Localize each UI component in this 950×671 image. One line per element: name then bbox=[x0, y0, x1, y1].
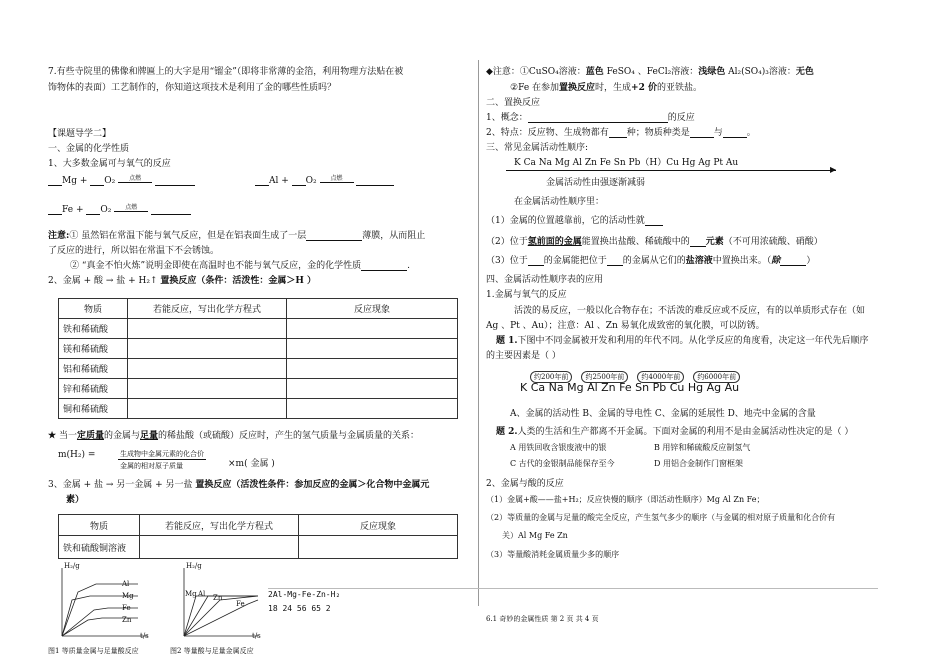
chart1-ylabel: H₂/g bbox=[64, 562, 80, 570]
chart1-caption: 图1 等质量金属与足量酸反应 bbox=[48, 647, 139, 655]
heading-metal-salt-cont: 素） bbox=[66, 495, 85, 505]
era-badge: 约200年前 bbox=[530, 371, 572, 383]
answer-cell[interactable] bbox=[287, 319, 458, 339]
activity-rules-intro: 在金属活动性顺序里： bbox=[514, 197, 605, 207]
chart1-svg bbox=[48, 560, 268, 660]
metal-oxygen-text-cont: Ag 、Pt 、Au）；注意：Al 、Zn 易氧化成致密的氧化膜，可以防锈。 bbox=[486, 321, 765, 331]
answer-cell[interactable] bbox=[299, 536, 458, 559]
answer-cell[interactable] bbox=[287, 339, 458, 359]
heading-metal-acid: 2、金属 + 酸 → 盐 + H₂↑ 置换反应（条件：活泼性：金属＞H ） bbox=[48, 276, 317, 286]
heading-oxygen-reaction: 1、大多数金属可与氧气的反应 bbox=[48, 159, 171, 169]
mass-order-numbers: 18 24 56 65 2 bbox=[268, 604, 331, 613]
formula-numerator: 生成物中金属元素的化合价 bbox=[120, 450, 204, 458]
arrow-right-icon: ▶ bbox=[830, 165, 837, 174]
chart2-xlabel: t/s bbox=[252, 632, 261, 640]
displacement-features: 2、特点：反应物、生成物都有 种；物质种类是 与 。 bbox=[486, 128, 756, 138]
table-row: 锌和稀硫酸 bbox=[59, 379, 458, 399]
answer-cell[interactable] bbox=[287, 359, 458, 379]
chart2-series-label: Zn bbox=[213, 594, 223, 602]
chart1-series-label: Fe bbox=[122, 604, 131, 612]
chart2-line-zn bbox=[184, 596, 258, 636]
chart1-series-label: Al bbox=[122, 580, 130, 588]
table-header: 若能反应，写出化学方程式 bbox=[140, 515, 299, 536]
answer-cell[interactable] bbox=[287, 379, 458, 399]
activity-arrow-label: 金属活动性由强逐渐减弱 bbox=[546, 178, 646, 188]
answer-cell[interactable] bbox=[287, 399, 458, 419]
heading-metal-acid-app: 2、金属与酸的反应 bbox=[486, 479, 564, 489]
table-header: 反应现象 bbox=[287, 299, 458, 319]
answer-cell[interactable] bbox=[140, 536, 299, 559]
column-divider bbox=[478, 60, 479, 606]
table-row: 镁和稀硫酸 bbox=[59, 339, 458, 359]
table-row: 铝和稀硫酸 bbox=[59, 359, 458, 379]
formula-rhs: ×m( 金属 ) bbox=[228, 459, 275, 469]
chart2-ylabel: H₂/g bbox=[186, 562, 202, 570]
acid-rule-2: （2）等质量的金属与足量的酸完全反应，产生氢气多少的顺序（与金属的相对原子质量和化合价有 bbox=[486, 513, 836, 522]
chart1-series-label: Mg bbox=[122, 592, 134, 600]
heading-displacement: 二、置换反应 bbox=[486, 98, 541, 108]
formula-denominator: 金属的相对原子质量 bbox=[120, 462, 183, 470]
chart2-caption: 图2 等量酸与足量金属反应 bbox=[170, 647, 254, 655]
heading-applications: 四、金属活动性顺序表的应用 bbox=[486, 275, 604, 285]
chart2-series-label: Fe bbox=[236, 600, 245, 608]
question-1: 题 1.下图中不同金属被开发和利用的年代不同。从化学反应的角度看，决定这一年代先后顺序 bbox=[496, 336, 869, 346]
table-header: 物质 bbox=[59, 515, 140, 536]
question-2-option-b: B 用锌和稀硫酸反应制氢气 bbox=[654, 443, 751, 452]
note-aluminium: 注意:① 虽然铝在常温下能与氧气反应，但是在铝表面生成了一层 薄膜，从而阻止 bbox=[48, 231, 426, 241]
heading-metal-oxygen: 1.金属与氧气的反应 bbox=[486, 290, 567, 300]
displacement-concept: 1、概念： 的反应 bbox=[486, 113, 695, 123]
formula-lhs: m(H₂) = bbox=[58, 450, 96, 460]
question-2-option-c: C 古代的金银制品能保存至今 bbox=[510, 459, 615, 468]
note-aluminium-cont: 了反应的进行，所以铝在常温下不会锈蚀。 bbox=[48, 246, 220, 256]
equation-fe: Fe + O₂ 点燃 bbox=[48, 204, 191, 215]
heading-chemical-properties: 一、金属的化学性质 bbox=[48, 144, 130, 154]
section-title: 【课题导学二】 bbox=[48, 129, 112, 139]
table-header: 若能反应，写出化学方程式 bbox=[128, 299, 287, 319]
era-badge: 约6000年前 bbox=[693, 371, 740, 383]
hydrogen-charts bbox=[48, 560, 268, 660]
answer-cell[interactable] bbox=[128, 379, 287, 399]
activity-rule-2: （2）位于氢前面的金属能置换出盐酸、稀硫酸中的 元素（不可用浓硫酸、硝酸） bbox=[486, 237, 823, 247]
chart2-series-label: Al bbox=[198, 590, 206, 598]
note-gold: ② “真金不怕火炼”说明金即使在高温时也不能与氧气反应，金的化学性质 . bbox=[70, 261, 410, 271]
activity-rule-3: （3）位于 的金属能把位于 的金属从它们的盐溶液中置换出来。（除 ） bbox=[486, 256, 816, 266]
chart1-xlabel: t/s bbox=[140, 632, 149, 640]
answer-cell[interactable] bbox=[128, 399, 287, 419]
question-1-options: A、金属的活动性 B、金属的导电性 C、金属的延展性 D、地壳中金属的含量 bbox=[510, 409, 816, 419]
acid-rule-2-cont: 关）Al Mg Fe Zn bbox=[502, 531, 568, 540]
activity-rule-1: （1）金属的位置越靠前，它的活动性就 bbox=[486, 213, 663, 226]
question-7-line1: 7.有些寺院里的佛像和牌匾上的大字是用“镏金”（即将非常薄的金箔，利用物理方法贴在被 bbox=[48, 67, 404, 77]
question-2-option-a: A 用铁回收含银废液中的银 bbox=[510, 443, 607, 452]
metals-timeline: K Ca Na Mg Al Zn Fe Sn Pb Cu Hg Ag Au bbox=[520, 381, 740, 394]
metal-oxygen-text: 活泼的易反应，一般以化合物存在；不活泼的难反应或不反应，有的以单质形式存在（如 bbox=[514, 306, 866, 316]
answer-cell[interactable] bbox=[128, 359, 287, 379]
mass-order-line: 2Al-Mg-Fe-Zn-H₂ bbox=[268, 590, 341, 599]
chart2-series-label: Mg bbox=[185, 590, 197, 598]
chart2-line-al bbox=[184, 596, 258, 636]
mass-relation-text: ★ 当一定质量的金属与足量的稀盐酸（或硫酸）反应时，产生的氢气质量与金属质量的关系： bbox=[48, 431, 420, 441]
page-footer: 6.1 奇妙的金属性质 第 2 页 共 4 页 bbox=[486, 615, 599, 623]
table-metal-acid bbox=[58, 298, 458, 419]
activity-arrow-line bbox=[506, 170, 836, 171]
table-row: 铜和稀硫酸 bbox=[59, 399, 458, 419]
table-header: 物质 bbox=[59, 299, 128, 319]
table-header: 反应现象 bbox=[299, 515, 458, 536]
acid-rule-3: （3）等量酸消耗金属质量少多的顺序 bbox=[486, 550, 620, 559]
note-iron-valence: ②Fe 在参加置换反应时，生成+2 价的亚铁盐。 bbox=[510, 83, 702, 93]
chart2-line-mg bbox=[184, 596, 258, 636]
answer-cell[interactable] bbox=[128, 319, 287, 339]
star-icon: ★ bbox=[48, 431, 57, 441]
activity-series: K Ca Na Mg Al Zn Fe Sn Pb（H）Cu Hg Ag Pt Au bbox=[514, 158, 739, 168]
heading-metal-salt: 3、金属 + 盐 → 另一金属 + 另一盐 置换反应（活泼性条件：参加反应的金属＞化合物中金属元 bbox=[48, 480, 430, 490]
question-1-cont: 的主要因素是（ ） bbox=[486, 351, 561, 361]
table-row: 铁和稀硫酸 bbox=[59, 319, 458, 339]
heading-activity-series: 三、常见金属活动性顺序: bbox=[486, 143, 589, 153]
equation-al: Al + O₂ 点燃 bbox=[255, 175, 394, 186]
note-solution-colors: ◆注意：①CuSO₄溶液：蓝色 FeSO₄ 、FeCl₂溶液：浅绿色 Al₂(SO₄)₃溶液：无色 bbox=[486, 67, 814, 77]
question-2: 题 2.人类的生活和生产都离不开金属。下面对金属的利用不是由金属活动性决定的是（ ） bbox=[496, 427, 854, 437]
chart1-series-label: Zn bbox=[122, 616, 132, 624]
question-7-line2: 饰物体的表面）工艺制作的，你知道这项技术是利用了金的哪些性质吗？ bbox=[48, 83, 337, 93]
era-badge: 约2500年前 bbox=[581, 371, 628, 383]
table-metal-salt bbox=[58, 514, 458, 559]
question-2-option-d: D 用铝合金制作门窗框架 bbox=[654, 459, 743, 468]
answer-cell[interactable] bbox=[128, 339, 287, 359]
acid-rule-1: （1）金属+酸——盐+H₂；反应快慢的顺序（即活动性顺序）Mg Al Zn Fe； bbox=[486, 495, 765, 504]
footer-rule bbox=[268, 588, 878, 589]
equation-mg: Mg + O₂ 点燃 bbox=[48, 175, 195, 186]
table-row: 铁和硫酸铜溶液 bbox=[59, 536, 458, 559]
era-badge: 约4000年前 bbox=[637, 371, 684, 383]
